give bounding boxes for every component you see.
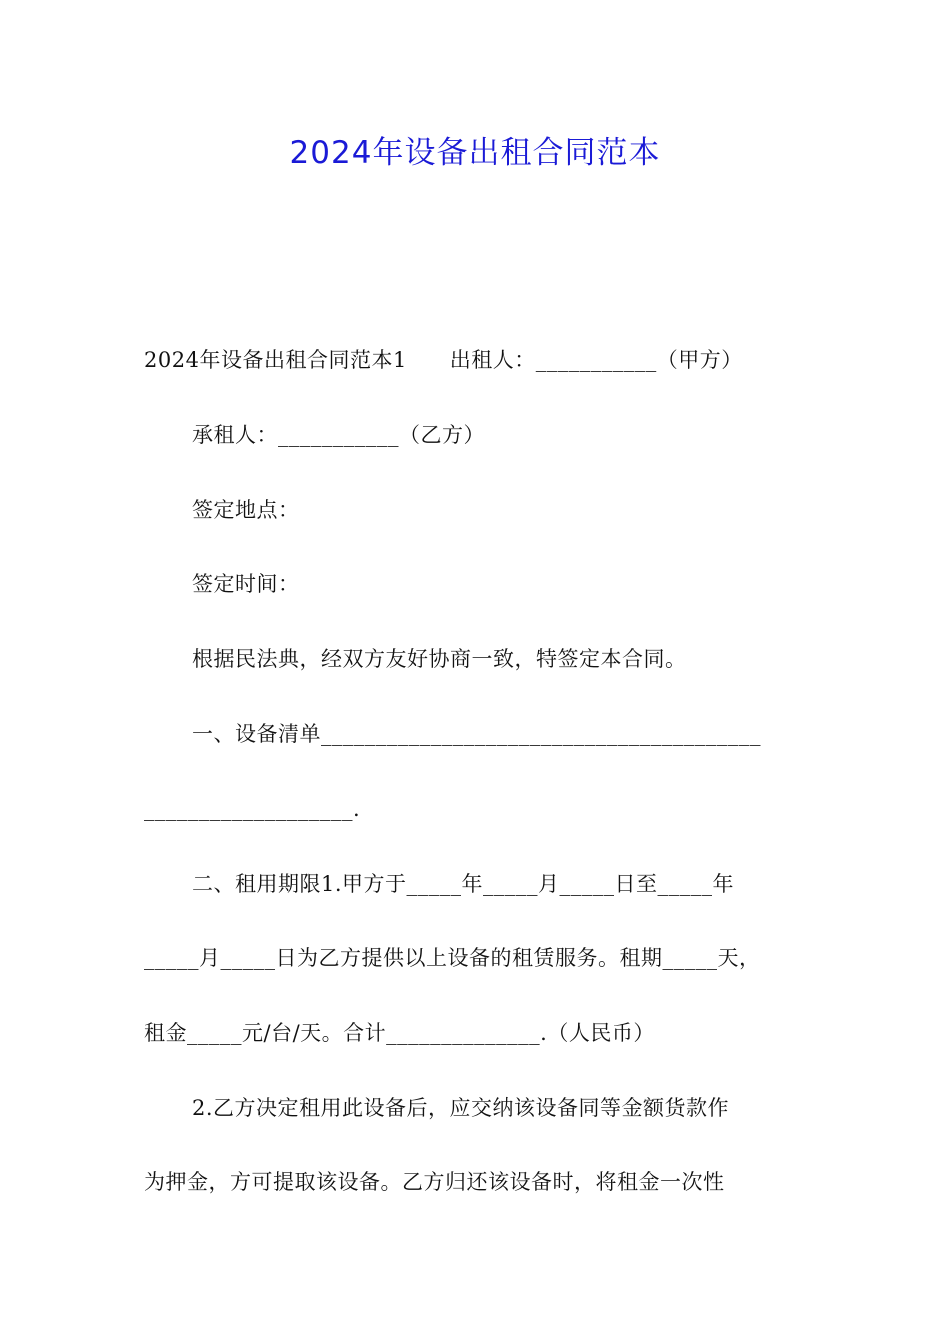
signing-time-line: 签定时间：	[192, 572, 300, 596]
deposit-clause-continuation: 为押金，方可提取该设备。乙方归还该设备时，将租金一次性	[144, 1170, 725, 1194]
equipment-list-continuation: ___________________.	[144, 797, 361, 821]
lessee-line: 承租人：___________（乙方）	[192, 423, 485, 447]
rental-period-line: 二、租用期限1.甲方于_____年_____月_____日至_____年	[192, 872, 735, 896]
preamble-line: 根据民法典，经双方友好协商一致，特签定本合同。	[192, 647, 687, 671]
contract-heading-and-lessor: 2024年设备出租合同范本1 出租人：___________（甲方）	[144, 348, 743, 372]
equipment-list-line: 一、设备清单________________________________________	[192, 722, 761, 746]
rent-amount-line: 租金_____元/台/天。合计______________.（人民币）	[144, 1021, 655, 1045]
deposit-clause-line: 2.乙方决定租用此设备后，应交纳该设备同等金额货款作	[192, 1096, 730, 1120]
signing-place-line: 签定地点：	[192, 498, 300, 522]
document-title: 2024年设备出租合同范本	[289, 135, 661, 171]
rental-period-continuation: _____月_____日为乙方提供以上设备的租赁服务。租期_____天，	[144, 946, 761, 970]
